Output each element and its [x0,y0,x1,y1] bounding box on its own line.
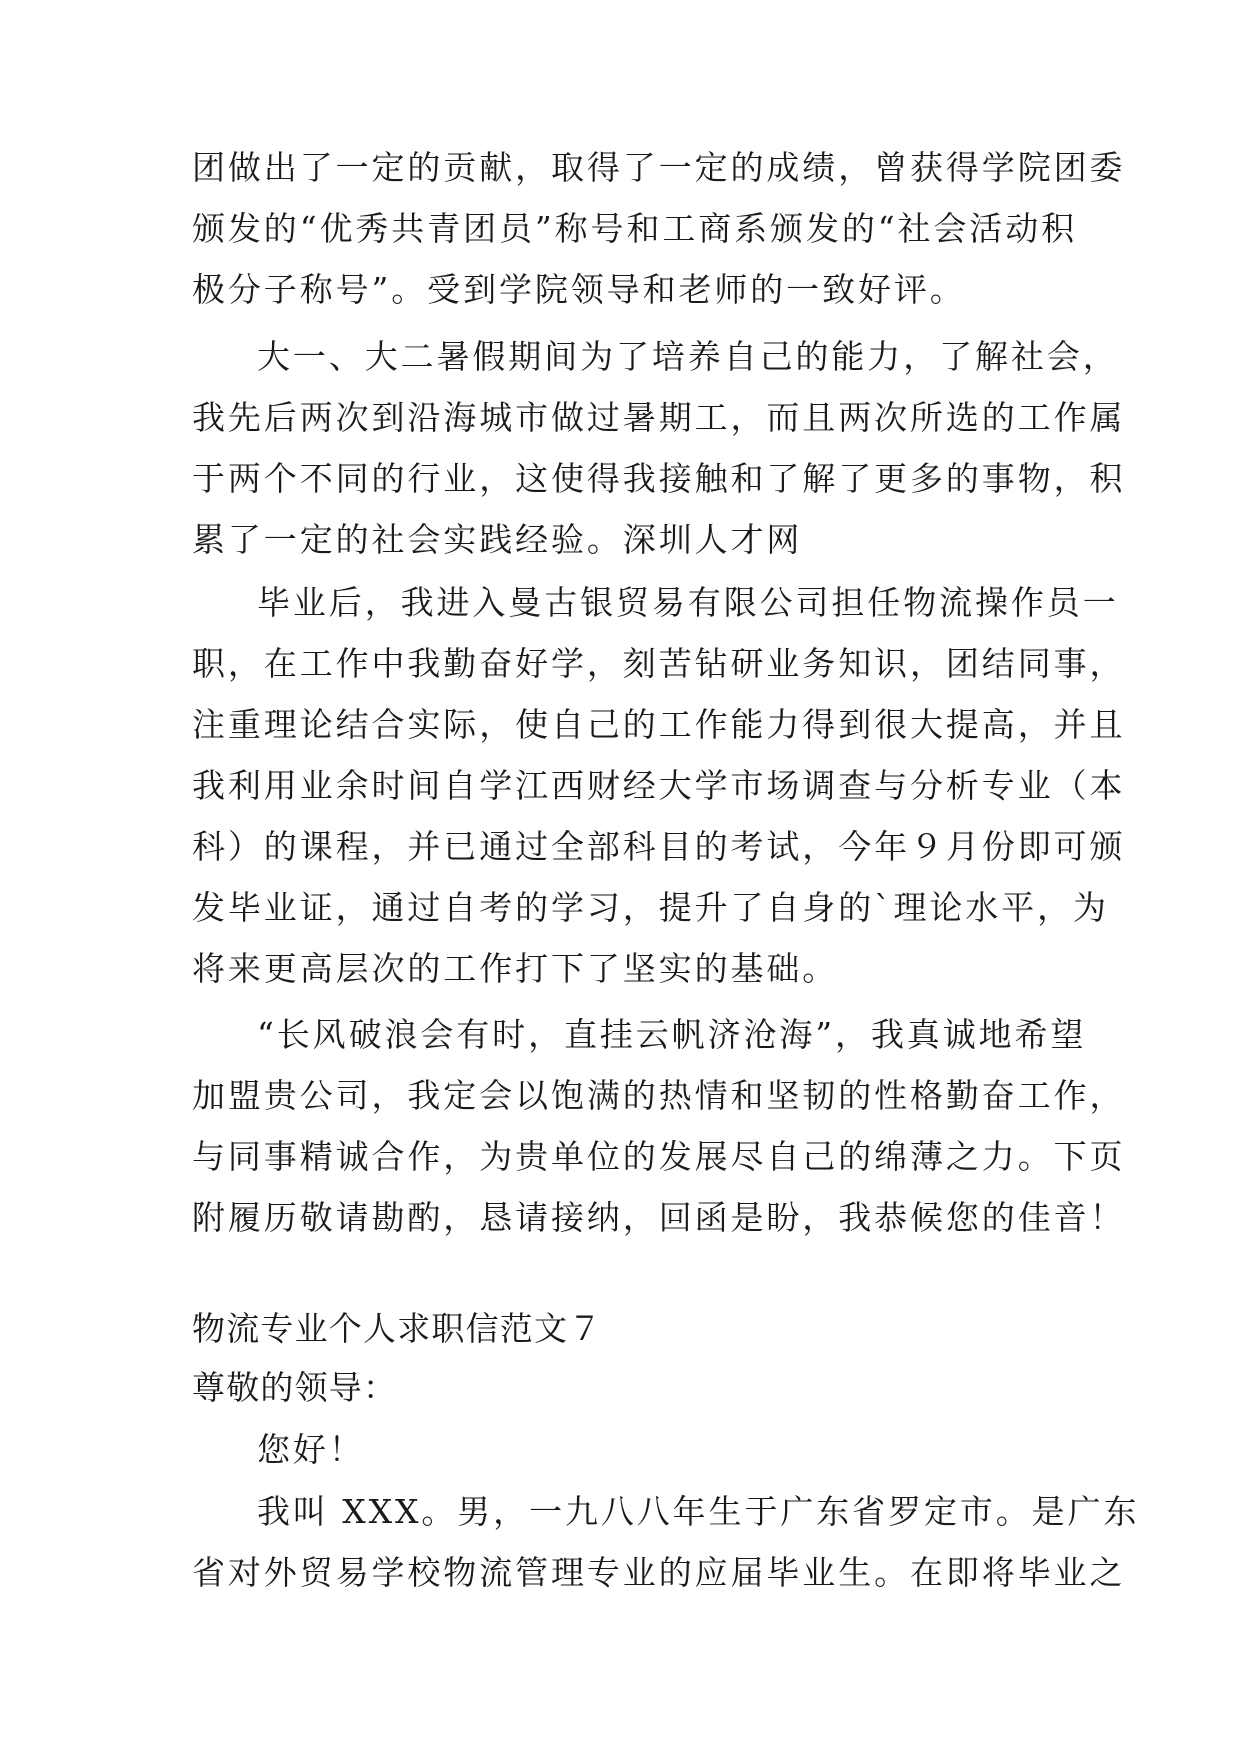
text-line: 与同事精诚合作，为贵单位的发展尽自己的绵薄之力。下页 [192,1137,1126,1176]
text-line: 极分子称号”。受到学院领导和老师的一致好评。 [192,270,966,309]
section-title: 物流专业个人求职信范文７ [192,1309,603,1348]
text-line: 我利用业余时间自学江西财经大学市场调查与分析专业（本 [192,766,1126,805]
text-line: 科）的课程，并已通过全部科目的考试，今年９月份即可颁 [192,827,1126,866]
text-line: 团做出了一定的贡献，取得了一定的成绩，曾获得学院团委 [192,148,1126,187]
text-line: 于两个不同的行业，这使得我接触和了解了更多的事物，积 [192,459,1126,498]
text-line: 累了一定的社会实践经验。深圳人才网 [192,520,803,559]
text-line: 颁发的“优秀共青团员”称号和工商系颁发的“社会活动积 [192,209,1078,248]
text-line: 将来更高层次的工作打下了坚实的基础。 [192,949,839,988]
text-line: 加盟贵公司，我定会以饱满的热情和坚韧的性格勤奋工作， [192,1076,1126,1115]
text-line: 我叫 XXX。男，一九八八年生于广东省罗定市。是广东 [257,1492,1140,1531]
salutation: 尊敬的领导： [192,1368,398,1407]
text-line: 注重理论结合实际，使自己的工作能力得到很大提高，并且 [192,705,1126,744]
text-line: 职，在工作中我勤奋好学，刻苦钻研业务知识，团结同事， [192,644,1126,683]
text-line: 大一、大二暑假期间为了培养自己的能力，了解社会， [257,337,1119,376]
text-line: “长风破浪会有时，直挂云帆济沧海”，我真诚地希望 [257,1015,1087,1054]
text-line: 附履历敬请勘酌，恳请接纳，回函是盼，我恭候您的佳音！ [192,1198,1126,1237]
greeting: 您好！ [257,1430,365,1469]
text-line: 发毕业证，通过自考的学习，提升了自身的`理论水平，为 [192,888,1109,927]
text-line: 毕业后，我进入曼古银贸易有限公司担任物流操作员一 [257,583,1119,622]
text-line: 我先后两次到沿海城市做过暑期工，而且两次所选的工作属 [192,398,1126,437]
text-line: 省对外贸易学校物流管理专业的应届毕业生。在即将毕业之 [192,1553,1126,1592]
